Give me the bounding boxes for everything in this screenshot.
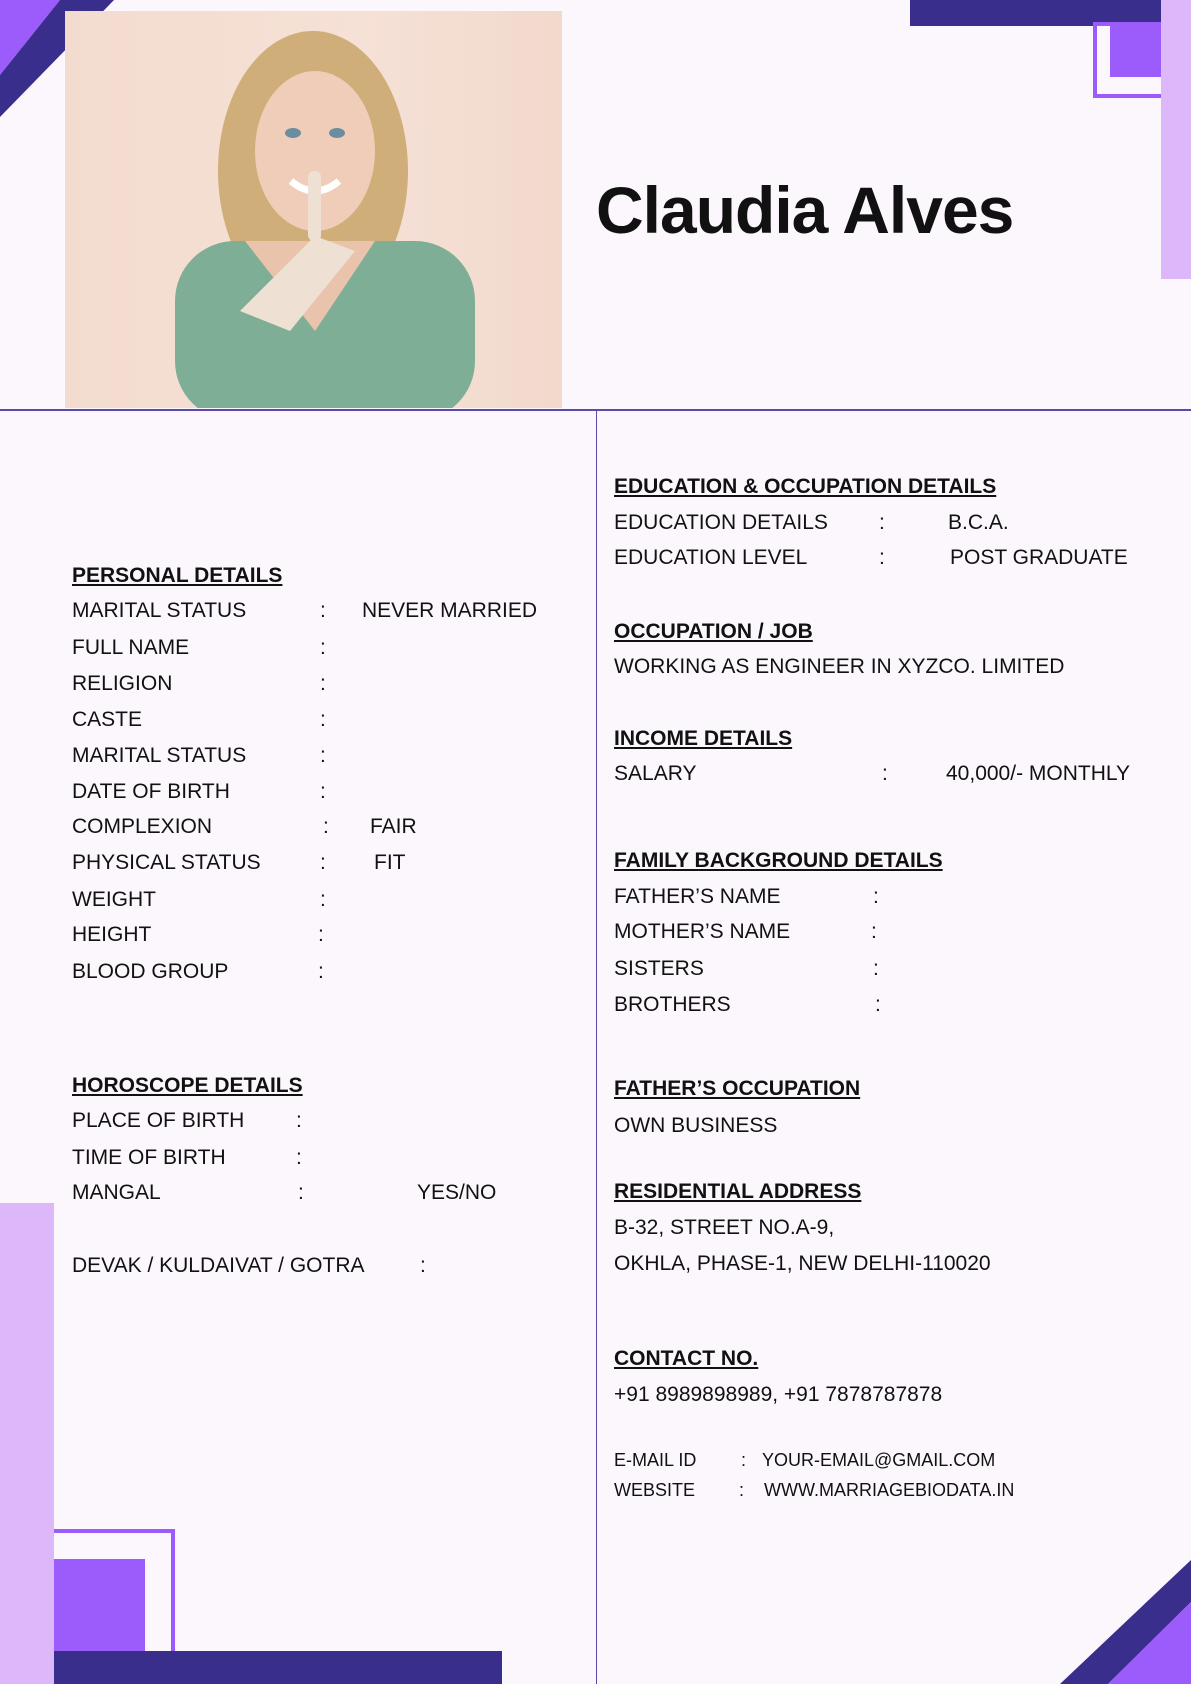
education-heading: EDUCATION & OCCUPATION DETAILS	[614, 475, 997, 498]
row-label: MARITAL STATUS	[72, 599, 247, 622]
family-heading: FAMILY BACKGROUND DETAILS	[614, 849, 943, 872]
row-colon: :	[320, 780, 326, 803]
address-heading: RESIDENTIAL ADDRESS	[614, 1180, 862, 1203]
website-label: WEBSITE	[614, 1480, 696, 1500]
row-label: SISTERS	[614, 957, 704, 980]
row-label: EDUCATION LEVEL	[614, 546, 808, 569]
row-label: DEVAK / KULDAIVAT / GOTRA	[72, 1254, 365, 1277]
fathers-occupation-text: OWN BUSINESS	[614, 1114, 778, 1137]
personal-details-heading: PERSONAL DETAILS	[72, 564, 283, 587]
top-right-lavender-bar	[1161, 0, 1191, 279]
row-colon: :	[875, 993, 881, 1016]
row-value: YES/NO	[417, 1181, 497, 1204]
occupation-text: WORKING AS ENGINEER IN XYZCO. LIMITED	[614, 655, 1065, 678]
candidate-name: Claudia Alves	[596, 173, 1014, 247]
row-colon: :	[420, 1254, 426, 1277]
row-label: HEIGHT	[72, 923, 152, 946]
email-colon: :	[741, 1450, 747, 1470]
profile-photo	[65, 11, 562, 408]
occupation-heading: OCCUPATION / JOB	[614, 620, 813, 643]
contact-heading: CONTACT NO.	[614, 1347, 759, 1370]
income-heading: INCOME DETAILS	[614, 727, 793, 750]
row-label: PHYSICAL STATUS	[72, 851, 261, 874]
row-value: POST GRADUATE	[950, 546, 1128, 569]
row-label: TIME OF BIRTH	[72, 1146, 226, 1169]
row-label: BROTHERS	[614, 993, 731, 1016]
bottom-dark-bar	[54, 1651, 502, 1684]
row-colon: :	[320, 851, 326, 874]
row-colon: :	[296, 1146, 302, 1169]
row-colon: :	[871, 920, 877, 943]
horoscope-details-heading: HOROSCOPE DETAILS	[72, 1074, 303, 1097]
row-label: MARITAL STATUS	[72, 744, 247, 767]
row-colon: :	[879, 511, 885, 534]
row-colon: :	[323, 815, 329, 838]
top-square-fill	[1110, 26, 1161, 77]
row-colon: :	[320, 636, 326, 659]
vertical-divider	[596, 410, 597, 1684]
row-label: PLACE OF BIRTH	[72, 1109, 245, 1132]
contact-phones: +91 8989898989, +91 7878787878	[614, 1383, 943, 1406]
row-label: MANGAL	[72, 1181, 161, 1204]
row-colon: :	[879, 546, 885, 569]
left-lavender-bar	[0, 1203, 54, 1684]
row-colon: :	[882, 762, 888, 785]
row-value: 40,000/- MONTHLY	[946, 762, 1131, 785]
row-value: NEVER MARRIED	[362, 599, 538, 622]
row-colon: :	[873, 957, 879, 980]
row-colon: :	[320, 672, 326, 695]
row-value: FAIR	[370, 815, 417, 838]
row-value: FIT	[374, 851, 406, 874]
row-label: DATE OF BIRTH	[72, 780, 230, 803]
website-colon: :	[739, 1480, 745, 1500]
website-value[interactable]: WWW.MARRIAGEBIODATA.IN	[764, 1480, 1015, 1500]
row-label: CASTE	[72, 708, 143, 731]
email-label: E-MAIL ID	[614, 1450, 697, 1470]
row-colon: :	[320, 708, 326, 731]
row-colon: :	[318, 960, 324, 983]
row-label: EDUCATION DETAILS	[614, 511, 828, 534]
row-colon: :	[873, 885, 879, 908]
row-value: B.C.A.	[948, 511, 1009, 534]
row-label: FULL NAME	[72, 636, 190, 659]
row-label: RELIGION	[72, 672, 173, 695]
row-colon: :	[320, 744, 326, 767]
row-label: WEIGHT	[72, 888, 156, 911]
row-colon: :	[318, 923, 324, 946]
bottom-square-fill	[54, 1559, 145, 1651]
row-label: SALARY	[614, 762, 697, 785]
row-label: COMPLEXION	[72, 815, 213, 838]
address-line-1: B-32, STREET NO.A-9,	[614, 1216, 835, 1239]
row-colon: :	[296, 1109, 302, 1132]
email-value[interactable]: YOUR-EMAIL@GMAIL.COM	[762, 1450, 996, 1470]
row-colon: :	[298, 1181, 304, 1204]
row-colon: :	[320, 888, 326, 911]
row-label: BLOOD GROUP	[72, 960, 229, 983]
address-line-2: OKHLA, PHASE-1, NEW DELHI-110020	[614, 1252, 991, 1275]
row-colon: :	[320, 599, 326, 622]
row-label: MOTHER’S NAME	[614, 920, 791, 943]
row-label: FATHER’S NAME	[614, 885, 781, 908]
corner-decoration-bottom-right	[1060, 1560, 1191, 1684]
fathers-occupation-heading: FATHER’S OCCUPATION	[614, 1077, 861, 1100]
